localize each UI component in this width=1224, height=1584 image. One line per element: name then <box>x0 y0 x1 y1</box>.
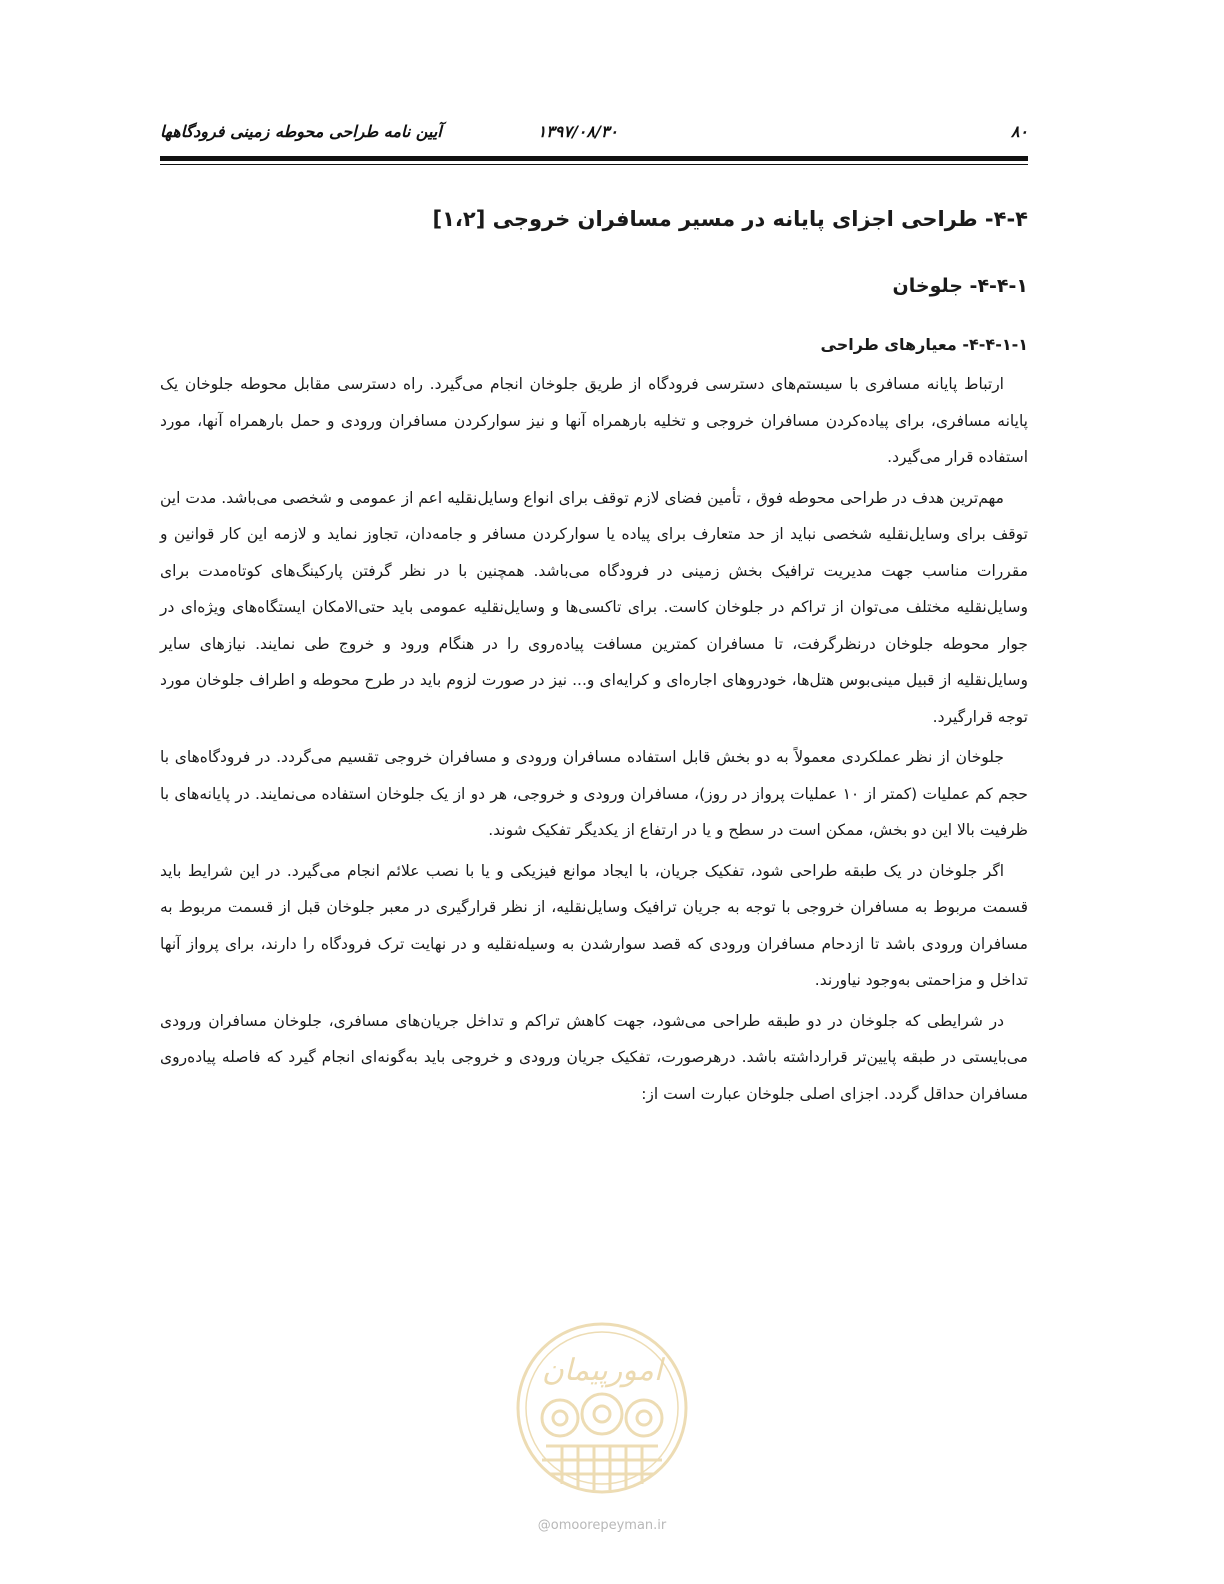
paragraph-3: جلوخان از نظر عملکردی معمولاً به دو بخش قابل استفاده مسافران ورودی و مسافران خروجی تقسیم می‌گردد. در فرودگاه‌های با حجم کم عملیات (کمتر از ۱۰ عملیات پرواز در روز)، مسافران ورودی و خروجی، هر دو از یک جلوخان استفاده می‌نمایند. در پایانه‌های با ظرفیت بالا این دو بخش، ممکن است در سطح و یا در ارتفاع از یکدیگر تفکیک شوند. <box>160 748 1028 839</box>
paragraph-5: در شرایطی که جلوخان در دو طبقه طراحی می‌شود، جهت کاهش تراکم و تداخل جریان‌های مسافری، جلوخان مسافران ورودی می‌بایستی در طبقه پایین‌تر قرارداشته باشد. درهرصورت، تفکیک جریان ورودی و خروجی باید به‌گونه‌ای انجام گیرد که فاصله پیاده‌روی مسافران حداقل گردد. اجزای اصلی جلوخان عبارت است از: <box>160 1011 1028 1103</box>
subsubsection-heading: ۴-۴-۱-۱- معیارهای طراحی <box>820 335 1028 354</box>
header-rule-thick <box>160 156 1028 161</box>
watermark-logo-text: امورپیمان <box>541 1353 663 1388</box>
watermark-logo <box>512 1318 692 1498</box>
header-rule-thin <box>160 164 1028 165</box>
section-heading: ۴-۴- طراحی اجزای پایانه در مسیر مسافران خروجی [۱،۲] <box>432 207 1028 231</box>
watermark-url-text: omoorepeyman.ir <box>550 1518 667 1533</box>
paragraph-1: ارتباط پایانه مسافری با سیستم‌های دسترسی فرودگاه از طریق جلوخان انجام می‌گیرد. راه دسترسی مقابل محوطه جلوخان یک پایانه مسافری، برای پیاده‌کردن مسافران خروجی و تخلیه بارهمراه آنها و نیز سوارکردن مسافران ورودی و حمل بارهمراه آنها، مورد استفاده قرار می‌گیرد. <box>160 375 1028 466</box>
document-body <box>160 196 1028 1112</box>
document-title: آیین نامه طراحی محوطه زمینی فرودگاهها <box>160 122 442 141</box>
subsection-heading: ۴-۴-۱- جلوخان <box>892 275 1028 297</box>
watermark-url <box>512 1518 692 1533</box>
paragraph-4: اگر جلوخان در یک طبقه طراحی شود، تفکیک جریان، با ایجاد موانع فیزیکی و یا با نصب علائم انجام می‌گیرد. در این شرایط باید قسمت مربوط به مسافران خروجی با توجه به جریان ترافیک وسایل‌نقلیه، از نظر قرارگیری در معبر جلوخان قبل از قسمت مربوط به مسافران ورودی باشد تا ازدحام مسافران ورودی که قصد سوارشدن به وسیله‌نقلیه و در نهایت ترک فرودگاه را دارند، برای پرواز آنها تداخل و مزاحمتی به‌وجود نیاورند. <box>160 861 1028 989</box>
paragraph-2: مهم‌ترین هدف در طراحی محوطه فوق ، تأمین فضای لازم توقف برای انواع وسایل‌نقلیه اعم از عمومی و شخصی می‌باشد. مدت این توقف برای وسایل‌نقلیه شخصی نباید از حد متعارف برای پیاده یا سوارکردن مسافر و جامه‌دان، تجاوز نماید و لازمه این کار قوانین و مقررات مناسب جهت مدیریت ترافیک بخش زمینی در فرودگاه می‌باشد. همچنین با در نظر گرفتن پارکینگ‌های کوتاه‌مدت برای وسایل‌نقلیه مختلف می‌توان از تراکم در جلوخان کاست. برای تاکسی‌ها و وسایل‌نقلیه عمومی باید حتی‌الامکان ایستگاه‌های ویژه‌ای در جوار محوطه جلوخان درنظرگرفت، تا مسافران کمترین مسافت پیاده‌روی را در هنگام ورود و خروج طی نمایند. نیازهای سایر وسایل‌نقلیه از قبیل مینی‌بوس هتل‌ها، خودروهای اجاره‌ای و کرایه‌ای و... نیز در صورت لزوم باید در طرح محوطه و اطراف جلوخان مورد توجه قرارگیرد. <box>159 488 1028 726</box>
header-date: ۱۳۹۷/۰۸/۳۰ <box>537 122 618 141</box>
at-icon: @ <box>537 1518 551 1533</box>
page-header <box>160 118 1028 148</box>
page-number: ۸۰ <box>1010 122 1028 141</box>
